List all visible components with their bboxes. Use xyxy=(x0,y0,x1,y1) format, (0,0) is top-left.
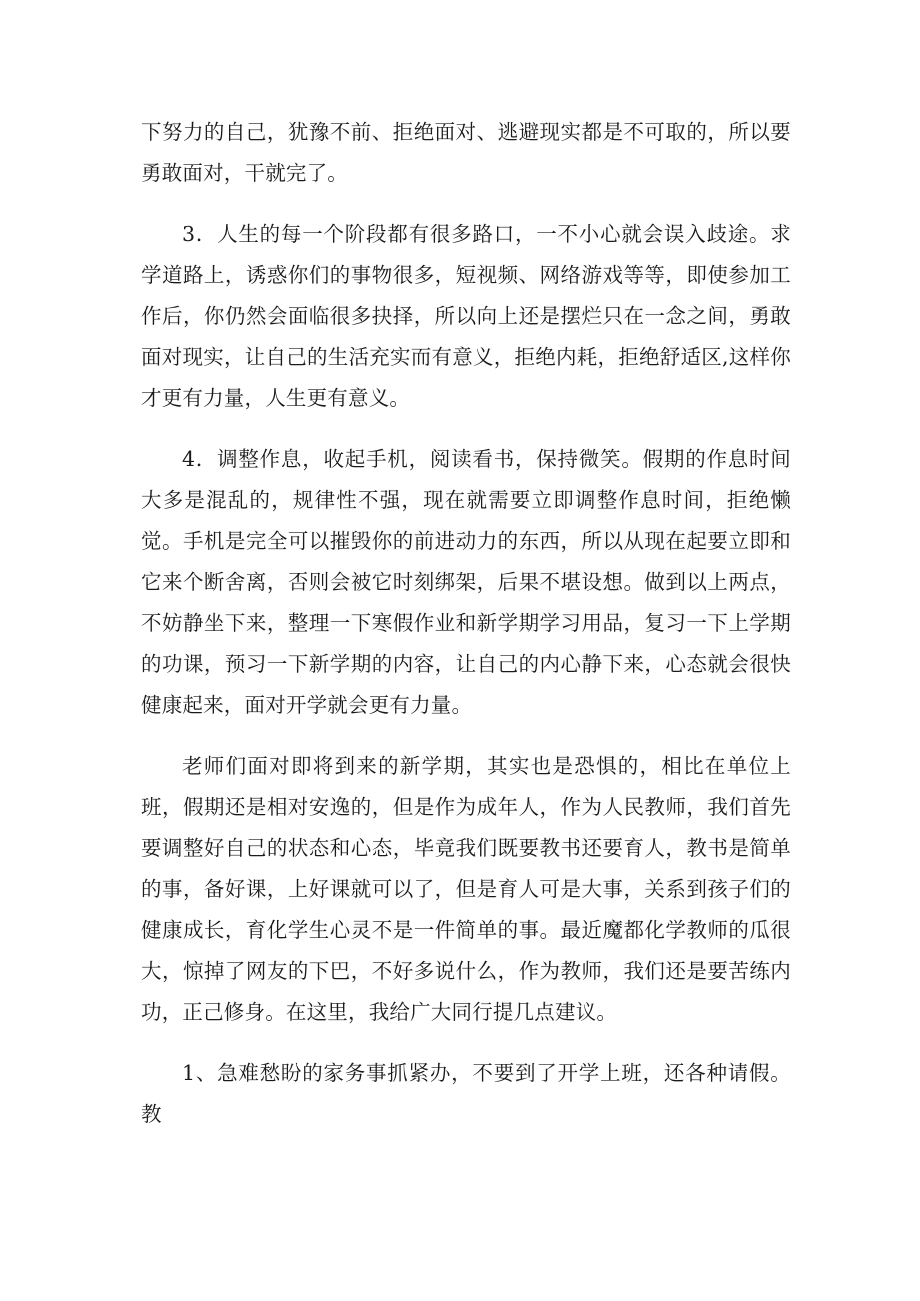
paragraph-continuation: 下努力的自己，犹豫不前、拒绝面对、逃避现实都是不可取的，所以要勇敢面对，干就完了。 xyxy=(141,120,791,185)
paragraph-advice-1: 1、急难愁盼的家务事抓紧办，不要到了开学上班，还各种请假。教 xyxy=(141,1061,791,1126)
paragraph-teachers: 老师们面对即将到来的新学期，其实也是恐惧的，相比在单位上班，假期还是相对安逸的，但是作为成年人，作为人民教师，我们首先要调整好自己的状态和心态，毕竟我们既要教书还要育人，教书是简单的事，备好课，上好课就可以了，但是育人可是大事，关系到孩子们的健康成长，育化学生心灵不是一件简单的事。最近魔都化学教师的瓜很大，惊掉了网友的下巴，不好多说什么，作为教师，我们还是要苦练内功，正己修身。在这里，我给广大同行提几点建议。 xyxy=(141,754,791,1024)
paragraph-point-4: 4．调整作息，收起手机，阅读看书，保持微笑。假期的作息时间大多是混乱的，规律性不强，现在就需要立即调整作息时间，拒绝懒觉。手机是完全可以摧毁你的前进动力的东西，所以从现在起要立即和它来个断舍离，否则会被它时刻绑架，后果不堪设想。做到以上两点，不妨静坐下来，整理一下寒假作业和新学期学习用品，复习一下上学期的功课，预习一下新学期的内容，让自己的内心静下来，心态就会很快健康起来，面对开学就会更有力量。 xyxy=(141,447,791,717)
document-body xyxy=(141,112,791,1155)
paragraph-point-3: 3．人生的每一个阶段都有很多路口，一不小心就会误入歧途。求学道路上，诱惑你们的事物很多，短视频、网络游戏等等，即使参加工作后，你仍然会面临很多抉择，所以向上还是摆烂只在一念之间，勇敢面对现实，让自己的生活充实而有意义，拒绝内耗，拒绝舒适区,这样你才更有力量，人生更有意义。 xyxy=(141,222,791,410)
